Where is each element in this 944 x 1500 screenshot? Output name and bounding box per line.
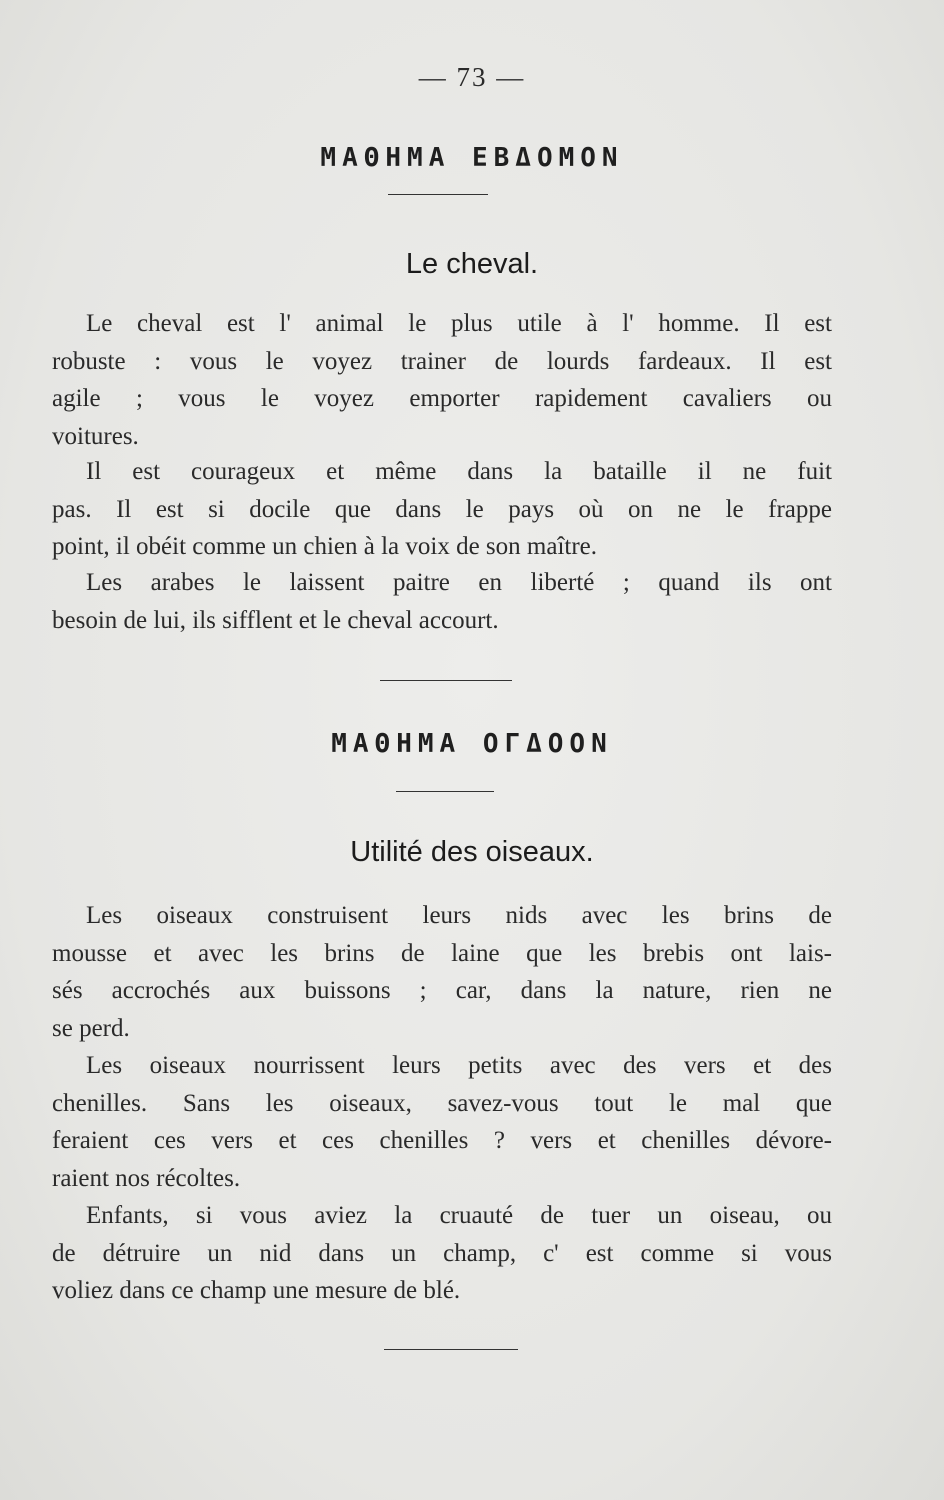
section-heading: Le cheval. — [405, 248, 539, 280]
text-line: robuste : vous le voyez trainer de lourds fardeaux. Il est — [52, 347, 832, 375]
text-line: voliez dans ce champ une mesure de blé. — [52, 1277, 461, 1304]
text-line: Enfants, si vous aviez la cruauté de tuer un oiseau, ou — [86, 1202, 832, 1229]
text-line: agile ; vous le voyez emporter rapidement cavaliers ou — [52, 385, 832, 412]
lesson-title: ΜΑΘΗΜΑ ΟΓΔΟΟΝ — [331, 729, 613, 759]
page-number: — 73 — — [418, 62, 526, 92]
divider — [388, 194, 488, 195]
paragraph — [52, 1047, 832, 1197]
paragraph — [52, 897, 832, 1047]
text-line: se perd. — [52, 1014, 130, 1042]
text-line: chenilles. Sans les oiseaux, savez-vous tout le mal que — [52, 1089, 832, 1117]
text-line: Les arabes le laissent paitre en liberté ; quand ils ont — [86, 569, 832, 596]
text-line: Les oiseaux nourrissent leurs petits avec des vers et des — [86, 1052, 832, 1079]
paragraph — [52, 564, 832, 639]
paragraph — [52, 453, 832, 566]
text-line: raient nos récoltes. — [52, 1164, 241, 1192]
text-line: sés accrochés aux buissons ; car, dans la nature, rien ne — [52, 977, 832, 1004]
text-line: mousse et avec les brins de laine que les brebis ont lais- — [52, 939, 832, 967]
text-line: voitures. — [52, 422, 139, 450]
divider — [396, 791, 494, 792]
text-line: Les oiseaux construisent leurs nids avec les brins de — [86, 902, 832, 929]
text-line: de détruire un nid dans un champ, c' est comme si vous — [52, 1239, 832, 1267]
text-line: besoin de lui, ils sifflent et le cheval accourt. — [52, 606, 499, 634]
text-line: Il est courageux et même dans la bataille il ne fuit — [86, 458, 832, 485]
lesson-title: ΜΑΘΗΜΑ ΕΒΔΟΜΟΝ — [320, 143, 624, 173]
text-line: point, il obéit comme un chien à la voix de son maître. — [52, 533, 598, 560]
text-line: pas. Il est si docile que dans le pays où on ne le frappe — [52, 495, 832, 523]
section-heading: Utilité des oiseaux. — [350, 836, 594, 868]
divider — [384, 1349, 518, 1350]
text-line: Le cheval est l' animal le plus utile à l' homme. Il est — [86, 310, 832, 337]
paragraph — [52, 1197, 832, 1310]
text-line: feraient ces vers et ces chenilles ? vers et chenilles dévore- — [52, 1127, 832, 1154]
paragraph — [52, 305, 832, 455]
divider — [380, 680, 512, 681]
